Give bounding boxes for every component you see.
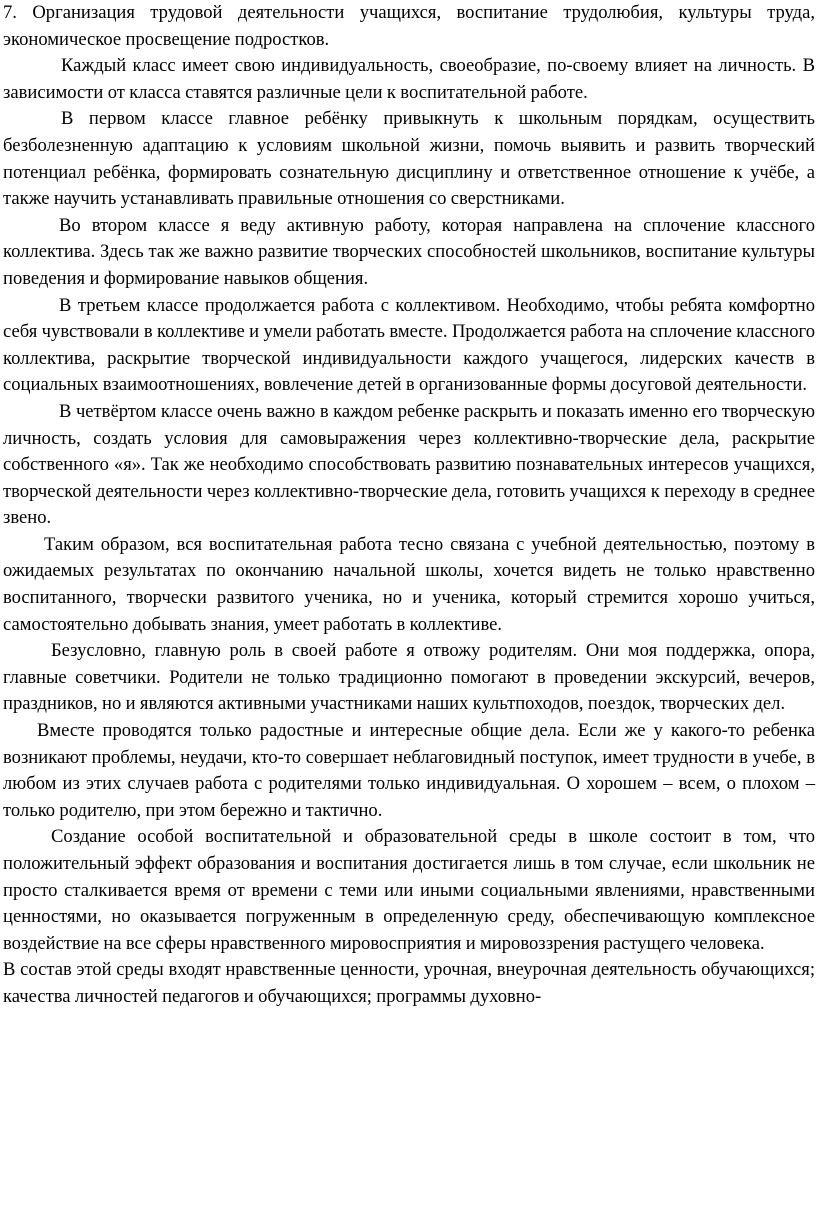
paragraph-fourth-grade: В четвёртом классе очень важно в каждом ребенке раскрыть и показать именно его творческую личность, создать условия для самовыражения через коллективно-творческие дела, раскрытие собственного «я». Так же необходимо способствовать развитию познавательных интересов учащихся, творческой деятельности через коллективно-творческие дела, готовить учащихся к переходу в среднее звено. [3,400,815,529]
paragraph-item-7: 7. Организация трудовой деятельности учащихся, воспитание трудолюбия, культуры труда, экономическое просвещение подростков. [3,2,815,50]
paragraph-class-individuality: Каждый класс имеет свою индивидуальность, своеобразие, по-своему влияет на личность. В зависимости от класса ставятся различные цели к воспитательной работе. [3,55,815,103]
paragraph-educational-environment: Создание особой воспитательной и образовательной среды в школе состоит в том, что положительный эффект образования и воспитания достигается лишь в том случае, если школьник не просто сталкивается время от времени с теми или иными социальными явлениями, нравственными ценностями, но оказывается погруженным в определенную среду, обеспечивающую комплексное воздействие на все сферы нравственного мировосприятия и мировоззрения растущего человека. [3,826,815,954]
paragraph-first-grade: В первом классе главное ребёнку привыкнуть к школьным порядкам, осуществить безболезненную адаптацию к условиям школьной жизни, помочь выявить и развить творческий потенциал ребёнка, формировать сознательную дисциплину и ответственное отношение к учёбе, а также научить устанавливать правильные отношения со сверстниками. [3,108,815,210]
paragraph-second-grade: Во втором классе я веду активную работу, которая направлена на сплочение классного коллектива. Здесь так же важно развитие творческих способностей школьников, воспитание культуры поведения и формирование навыков общения. [3,214,815,289]
paragraph-summary: Таким образом, вся воспитательная работа тесно связана с учебной деятельностью, поэтому в ожидаемых результатах по окончанию начальной школы, хочется видеть не только нравственно воспитанного, творчески развитого ученика, но и ученика, который стремится хорошо учиться, самостоятельно добывать знания, умеет работать в коллективе. [3,533,815,635]
paragraph-joint-activities: Вместе проводятся только радостные и интересные общие дела. Если же у какого-то ребенка возникают проблемы, неудачи, кто-то совершает неблаговидный поступок, имеет трудности в учебе, в любом из этих случаев работа с родителями только индивидуальная. О хорошем – всем, о плохом – только родителю, при этом бережно и тактично. [3,720,815,821]
document-body [3,0,815,1011]
paragraph-environment-composition: В состав этой среды входят нравственные ценности, урочная, внеурочная деятельность обучающихся; качества личностей педагогов и обучающихся; программы духовно- [3,959,815,1007]
paragraph-parents-role: Безусловно, главную роль в своей работе я отвожу родителям. Они моя поддержка, опора, главные советчики. Родители не только традиционно помогают в проведении экскурсий, вечеров, праздников, но и являются активными участниками наших культпоходов, поездок, творческих дел. [3,640,815,715]
paragraph-third-grade: В третьем классе продолжается работа с коллективом. Необходимо, чтобы ребята комфортно себя чувствовали в коллективе и умели работать вместе. Продолжается работа на сплочение классного коллектива, раскрытие творческой индивидуальности каждого учащегося, лидерских качеств в социальных взаимоотношениях, вовлечение детей в организованные формы досуговой деятельности. [3,294,815,396]
